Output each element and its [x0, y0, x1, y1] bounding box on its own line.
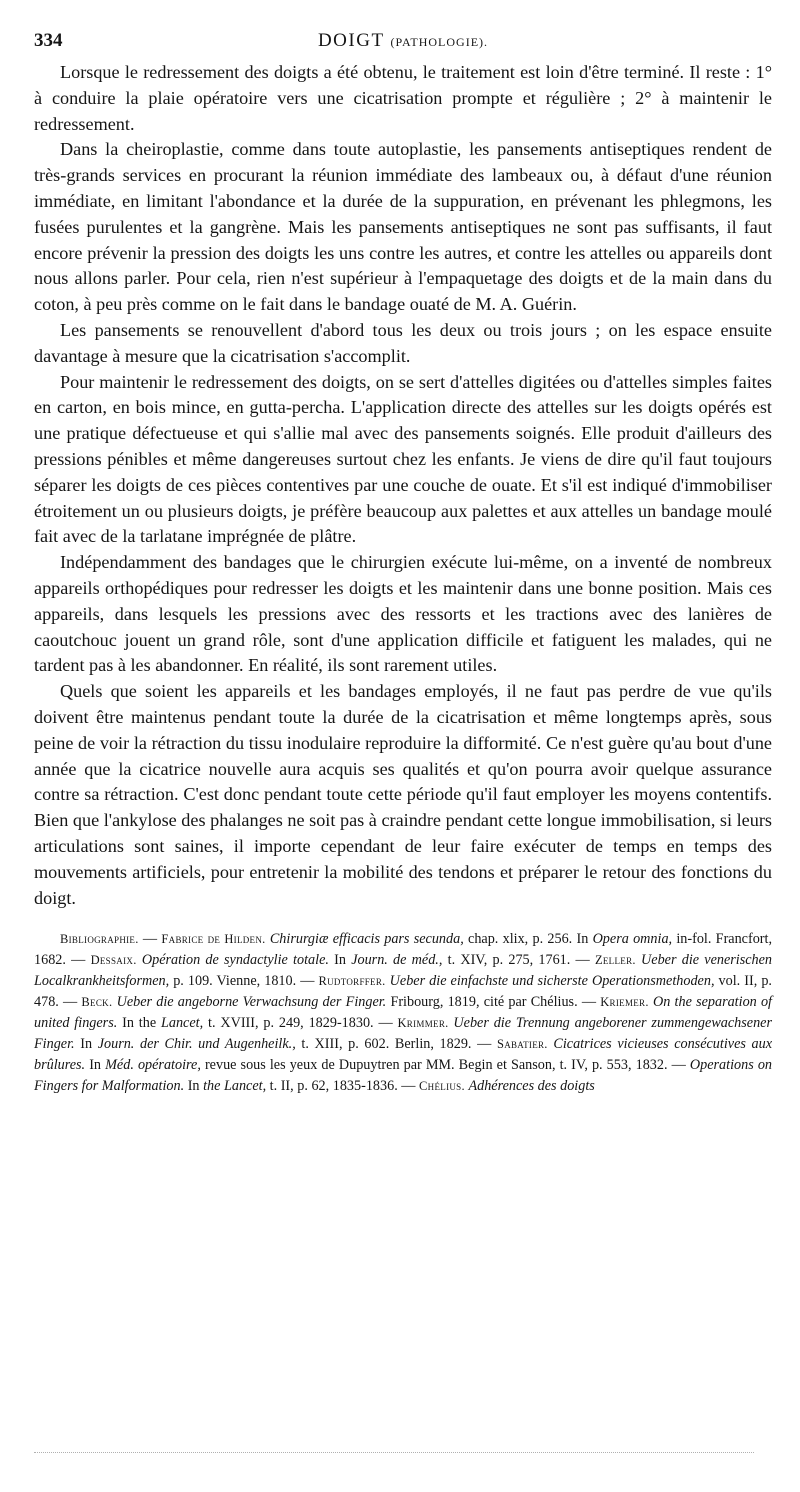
bibliography-title: Lancet, — [160, 1015, 204, 1032]
bibliography-text: In — [74, 1036, 98, 1053]
bibliography-title: Ueber die einfachste und sicherste Operationsmethoden, — [389, 973, 715, 990]
bibliography-text: In — [184, 1078, 204, 1095]
bibliography-author: Sabatier. — [496, 1037, 548, 1052]
bibliography-text: — — [138, 931, 162, 948]
bibliography-title: Ueber die angeborne Verwachsung der Finger. — [116, 994, 387, 1011]
bibliography-author: Zeller. — [594, 953, 636, 968]
bibliography-author: Fabrice de Hilden. — [161, 932, 266, 947]
bibliography-title: On the separation of united fingers. — [34, 994, 772, 1032]
bibliography-text: vol. II, p. 478. — — [34, 973, 772, 1011]
bibliography-title: Opération de syndactylie totale. — [141, 952, 329, 969]
bibliography-text: Fribourg, 1819, cité par Chélius. — — [386, 994, 601, 1011]
bibliography-text: In — [328, 952, 352, 969]
bibliography-author: Krimmer. — [397, 1016, 449, 1031]
body-paragraph: Dans la cheiroplastie, comme dans toute autoplastie, les pansements antiseptiques rendent de très-grands services en procurant la réunion immédiate des lambeaux ou, à défaut d'une réunion immédiate, en limitant l'abondance et la durée de la suppuration, en prévenant les phlegmons, les fusées purulentes et la gangrène. Mais les pansements antiseptiques ne sont pas suffisants, il faut encore prévenir la pression des doigts les uns contre les autres, et contre les attelles ou appareils dont nous allons parler. Pour cela, rien n'est supérieur à l'empaquetage des doigts et de la main dans du coton, à peu près comme on le fait dans le bandage ouaté de M. A. Guérin. — [34, 139, 772, 315]
bibliography-text: In the — [117, 1015, 161, 1032]
bibliography-text: t. XVIII, p. 249, 1829-1830. — — [203, 1015, 398, 1032]
bibliography-title: Ueber die venerischen Localkrankheitsformen, — [34, 952, 773, 990]
bibliography-title: Cicatrices vicieuses consécutives aux brûlures. — [34, 1036, 773, 1074]
bibliography-author: Beck. — [81, 995, 113, 1010]
bibliography-text: t. XIII, p. 602. Berlin, 1829. — — [295, 1036, 497, 1053]
running-header — [34, 30, 772, 60]
bibliography-title: Journ. de méd., — [351, 952, 443, 969]
bibliography-title: Journ. der Chir. und Augenheilk., — [97, 1036, 296, 1053]
bibliography-author: Bibliographie. — [60, 932, 139, 947]
bibliography-text: t. XIV, p. 275, 1761. — — [442, 952, 595, 969]
bibliography-title: Chirurgiæ efficacis pars secunda, — [269, 931, 464, 948]
bibliography-title: the Lancet, — [203, 1078, 267, 1095]
body-paragraph: Quels que soient les appareils et les bandages employés, il ne faut pas perdre de vue qu'ils doivent être maintenus pendant toute la durée de la cicatrisation et même longtemps après, sous peine de voir la rétraction du tissu inodulaire reproduire la difformité. Ce n'est guère qu'au bout d'une année que la cicatrice nouvelle aura acquis ses qualités et qu'on pourra avoir quelque assurance contre sa rétraction. C'est donc pendant toute cette période qu'il faut employer les moyens contentifs. Bien que l'ankylose des phalanges ne soit pas à craindre pendant cette longue immobilisation, si leurs articulations sont saines, il importe cependant de leur faire exécuter de temps en temps des mouvements artificiels, pour entretenir la mobilité des tendons et préparer le retour des fonctions du doigt. — [34, 681, 772, 908]
running-title-subtitle: (PATHOLOGIE). — [390, 35, 489, 49]
running-title-main: DOIGT — [317, 30, 385, 51]
body-paragraph: Les pansements se renouvellent d'abord tous les deux ou trois jours ; on les espace ensuite davantage à mesure que la cicatrisation s'accomplit. — [34, 319, 772, 366]
bibliography-text: in-fol. Francfort, 1682. — — [34, 931, 773, 969]
bibliography-author: Chélius. — [419, 1079, 465, 1094]
bibliography-text: t. II, p. 62, 1835-1836. — — [266, 1078, 420, 1095]
bibliography-title: Operations on Fingers for Malformation. — [34, 1057, 773, 1095]
bibliography-author: Dessaix. — [90, 953, 137, 968]
bibliography-title: Opera omnia, — [592, 931, 673, 948]
bibliography-text: In — [85, 1057, 106, 1074]
bibliography-title: Méd. opératoire, — [105, 1057, 201, 1074]
bibliography-text: p. 109. Vienne, 1810. — — [169, 973, 319, 990]
bibliography-text: chap. xlix, p. 256. In — [463, 931, 593, 948]
bibliography-title: Ueber die Trennung angeborener zummengewachsener Finger. — [34, 1015, 772, 1053]
bibliography-text: revue sous les yeux de Dupuytren par MM. Begin et Sanson, t. IV, p. 553, 1832. — — [200, 1057, 690, 1074]
bibliography-title: Adhérences des doigts — [468, 1078, 595, 1095]
page-number: 334 — [34, 30, 63, 51]
book-page — [34, 30, 772, 1097]
footer-rule — [34, 1452, 754, 1453]
body-paragraph: Lorsque le redressement des doigts a été obtenu, le traitement est loin d'être terminé. Il reste : 1° à conduire la plaie opératoire vers une cicatrisation prompte et régulière ; 2° à maintenir le redressement. — [34, 62, 772, 134]
body-paragraph: Pour maintenir le redressement des doigts, on se sert d'attelles digitées ou d'attelles simples faites en carton, en bois mince, en gutta-percha. L'application directe des attelles sur les doigts opérés est une pratique défectueuse et qui s'allie mal avec des pansements soignés. Elle produit d'ailleurs des pressions pénibles et même dangereuses surtout chez les enfants. Je viens de dire qu'il faut toujours séparer les doigts de ces pièces contentives par une couche de ouate. Et s'il est indiqué d'immobiliser étroitement un ou plusieurs doigts, je préfère beaucoup aux palettes et aux attelles un bandage moulé fait avec de la tarlatane imprégnée de plâtre. — [34, 371, 772, 547]
bibliography-author: Rudtorffer. — [318, 974, 386, 989]
bibliography — [34, 929, 772, 1097]
body-paragraph: Indépendamment des bandages que le chirurgien exécute lui-même, on a inventé de nombreux appareils orthopédiques pour redresser les doigts et les maintenir dans une bonne position. Mais ces appareils, dans lesquels les pressions avec des ressorts et les tractions avec des lanières de caoutchouc jouent un grand rôle, sont d'une application difficile et fatiguent les malades, qui ne tardent pas à les abandonner. En réalité, ils sont rarement utiles. — [34, 552, 772, 676]
running-title — [34, 30, 772, 52]
bibliography-author: Kriemer. — [600, 995, 649, 1010]
